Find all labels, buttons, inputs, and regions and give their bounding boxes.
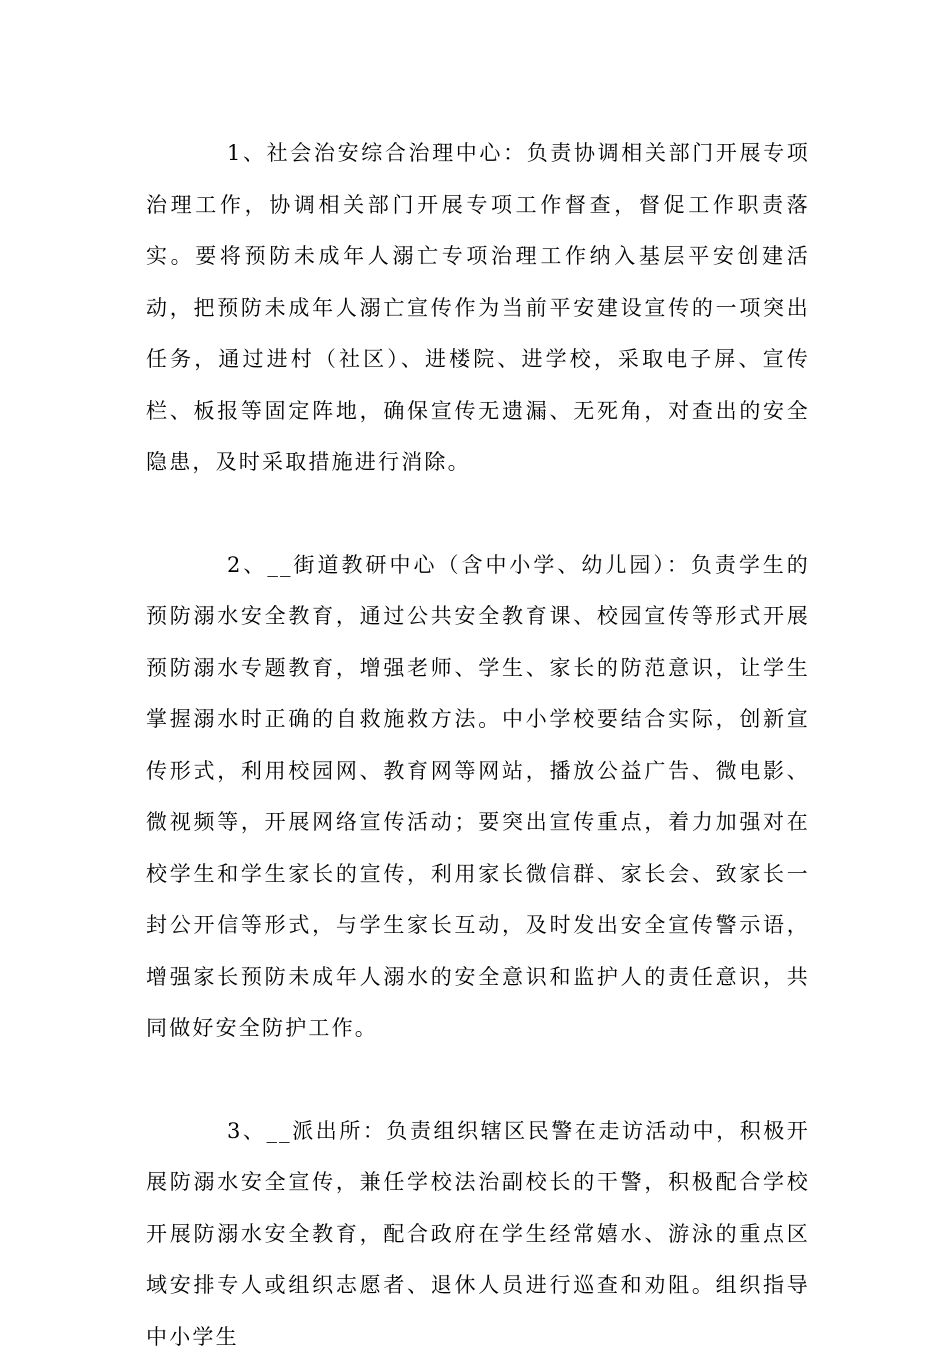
document-body bbox=[146, 128, 810, 1363]
paragraph-3: 3、__派出所：负责组织辖区民警在走访活动中，积极开展防溺水安全宣传，兼任学校法治副校长的干警，积极配合学校开展防溺水安全教育，配合政府在学生经常嬉水、游泳的重点区域安排专人或组织志愿者、退休人员进行巡查和劝阻。组织指导中小学生 bbox=[146, 1106, 810, 1363]
paragraph-1: 1、社会治安综合治理中心：负责协调相关部门开展专项治理工作，协调相关部门开展专项工作督查，督促工作职责落实。要将预防未成年人溺亡专项治理工作纳入基层平安创建活动，把预防未成年人溺亡宣传作为当前平安建设宣传的一项突出任务，通过进村（社区）、进楼院、进学校，采取电子屏、宣传栏、板报等固定阵地，确保宣传无遗漏、无死角，对查出的安全隐患，及时采取措施进行消除。 bbox=[146, 128, 810, 489]
paragraph-2: 2、__街道教研中心（含中小学、幼儿园）：负责学生的预防溺水安全教育，通过公共安全教育课、校园宣传等形式开展预防溺水专题教育，增强老师、学生、家长的防范意识，让学生掌握溺水时正确的自救施救方法。中小学校要结合实际，创新宣传形式，利用校园网、教育网等网站，播放公益广告、微电影、微视频等，开展网络宣传活动；要突出宣传重点，着力加强对在校学生和学生家长的宣传，利用家长微信群、家长会、致家长一封公开信等形式，与学生家长互动，及时发出安全宣传警示语，增强家长预防未成年人溺水的安全意识和监护人的责任意识，共同做好安全防护工作。 bbox=[146, 540, 810, 1055]
